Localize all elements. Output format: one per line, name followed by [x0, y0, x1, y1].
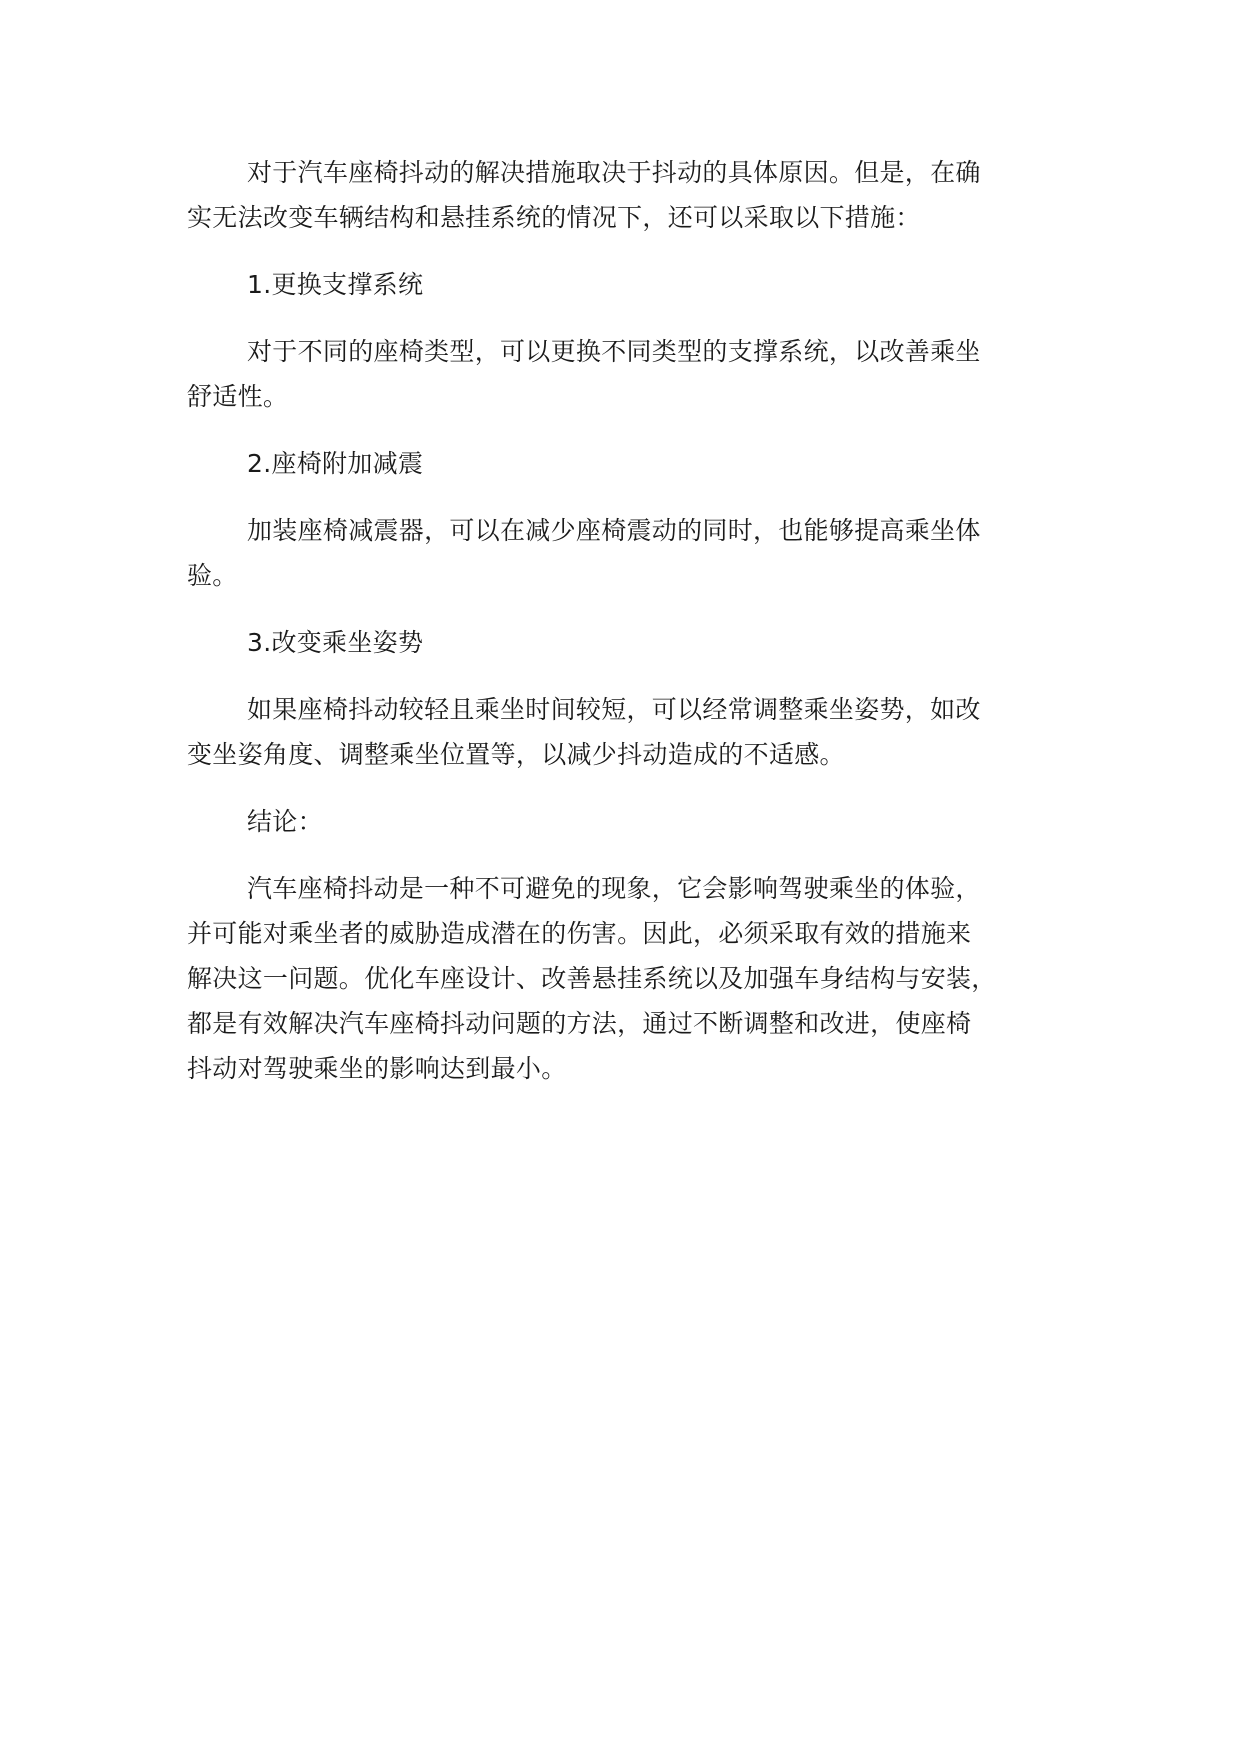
heading-support-system [187, 262, 1087, 307]
text-line: 加装座椅减震器，可以在减少座椅震动的同时，也能够提高乘坐体 [247, 516, 981, 545]
paragraph-conclusion [187, 866, 1087, 1091]
heading-posture [187, 620, 1087, 665]
paragraph-intro [187, 150, 1087, 240]
paragraph-seat-damping [187, 508, 1087, 598]
document-body [187, 150, 1087, 1113]
text-line: 2.座椅附加减震 [247, 449, 424, 478]
text-line: 验。 [187, 561, 238, 590]
text-line: 对于不同的座椅类型，可以更换不同类型的支撑系统，以改善乘坐 [247, 337, 981, 366]
paragraph-posture [187, 687, 1087, 777]
text-line: 结论： [247, 807, 323, 836]
heading-conclusion [187, 799, 1087, 844]
text-line: 汽车座椅抖动是一种不可避免的现象，它会影响驾驶乘坐的体验， [247, 874, 981, 903]
text-line: 变坐姿角度、调整乘坐位置等，以减少抖动造成的不适感。 [187, 740, 845, 769]
text-line: 舒适性。 [187, 382, 289, 411]
text-line: 解决这一问题。优化车座设计、改善悬挂系统以及加强车身结构与安装， [187, 964, 997, 993]
text-line: 抖动对驾驶乘坐的影响达到最小。 [187, 1054, 567, 1083]
text-line: 3.改变乘坐姿势 [247, 628, 424, 657]
text-line: 并可能对乘坐者的威胁造成潜在的伤害。因此，必须采取有效的措施来 [187, 919, 972, 948]
text-line: 都是有效解决汽车座椅抖动问题的方法，通过不断调整和改进，使座椅 [187, 1009, 972, 1038]
text-line: 1.更换支撑系统 [247, 270, 424, 299]
paragraph-support-system [187, 329, 1087, 419]
text-line: 如果座椅抖动较轻且乘坐时间较短，可以经常调整乘坐姿势，如改 [247, 695, 981, 724]
heading-seat-damping [187, 441, 1087, 486]
text-line: 对于汽车座椅抖动的解决措施取决于抖动的具体原因。但是，在确 [247, 158, 981, 187]
text-line: 实无法改变车辆结构和悬挂系统的情况下，还可以采取以下措施： [187, 203, 921, 232]
